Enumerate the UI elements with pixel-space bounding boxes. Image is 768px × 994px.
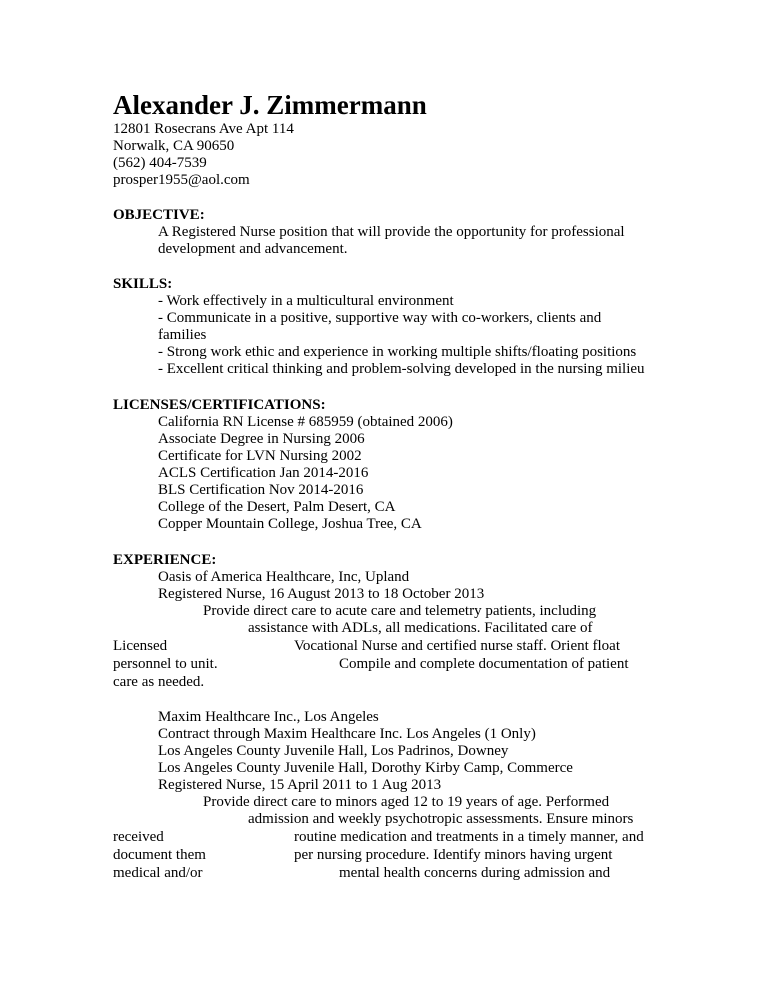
license-item: Copper Mountain College, Joshua Tree, CA — [158, 516, 422, 532]
job2-description-line: per nursing procedure. Identify minors having urgent — [294, 847, 613, 863]
skill-line: - Work effectively in a multicultural environment — [158, 293, 454, 309]
job2-contract: Contract through Maxim Healthcare Inc. Los Angeles (1 Only) — [158, 726, 536, 742]
phone-number: (562) 404-7539 — [113, 155, 207, 171]
objective-line: development and advancement. — [158, 241, 348, 257]
job1-description-line: Vocational Nurse and certified nurse staff. Orient float — [294, 638, 621, 654]
job2-site: Los Angeles County Juvenile Hall, Dorothy Kirby Camp, Commerce — [158, 760, 573, 776]
job1-description-line: Compile and complete documentation of patient — [339, 656, 629, 672]
job2-description-line: received — [113, 829, 164, 845]
skill-line: - Strong work ethic and experience in working multiple shifts/floating positions — [158, 344, 637, 360]
job2-description-line: document them — [113, 847, 206, 863]
job1-role: Registered Nurse, 16 August 2013 to 18 October 2013 — [158, 586, 485, 602]
skill-line: - Excellent critical thinking and problem-solving developed in the nursing milieu — [158, 361, 645, 377]
applicant-name: Alexander J. Zimmermann — [113, 90, 427, 120]
license-item: BLS Certification Nov 2014-2016 — [158, 482, 364, 498]
skill-line: families — [158, 327, 207, 343]
experience-heading: EXPERIENCE: — [113, 552, 217, 568]
address-line-1: 12801 Rosecrans Ave Apt 114 — [113, 121, 294, 137]
objective-line: A Registered Nurse position that will provide the opportunity for professional — [158, 224, 625, 240]
job1-description-line: Licensed — [113, 638, 168, 654]
job2-employer: Maxim Healthcare Inc., Los Angeles — [158, 709, 379, 725]
licenses-heading: LICENSES/CERTIFICATIONS: — [113, 397, 326, 413]
job2-role: Registered Nurse, 15 April 2011 to 1 Aug 2013 — [158, 777, 442, 793]
skill-line: - Communicate in a positive, supportive way with co-workers, clients and — [158, 310, 602, 326]
job1-description-line: Provide direct care to acute care and telemetry patients, including — [203, 603, 597, 619]
job1-description-line: care as needed. — [113, 674, 205, 690]
address-line-2: Norwalk, CA 90650 — [113, 138, 235, 154]
license-item: ACLS Certification Jan 2014-2016 — [158, 465, 369, 481]
job2-description-line: medical and/or — [113, 865, 203, 881]
license-item: Certificate for LVN Nursing 2002 — [158, 448, 362, 464]
job2-description-line: Provide direct care to minors aged 12 to 19 years of age. Performed — [203, 794, 610, 810]
job2-description-line: routine medication and treatments in a timely manner, and — [294, 829, 644, 845]
job2-description-line: admission and weekly psychotropic assessments. Ensure minors — [248, 811, 634, 827]
skills-heading: SKILLS: — [113, 276, 173, 292]
job1-description-line: personnel to unit. — [113, 656, 218, 672]
job2-site: Los Angeles County Juvenile Hall, Los Padrinos, Downey — [158, 743, 509, 759]
job1-description-line: assistance with ADLs, all medications. Facilitated care of — [248, 620, 593, 636]
objective-heading: OBJECTIVE: — [113, 207, 205, 223]
license-item: Associate Degree in Nursing 2006 — [158, 431, 365, 447]
license-item: College of the Desert, Palm Desert, CA — [158, 499, 396, 515]
job1-employer: Oasis of America Healthcare, Inc, Upland — [158, 569, 410, 585]
email-address: prosper1955@aol.com — [113, 172, 250, 188]
license-item: California RN License # 685959 (obtained 2006) — [158, 414, 453, 430]
job2-description-line: mental health concerns during admission and — [339, 865, 611, 881]
